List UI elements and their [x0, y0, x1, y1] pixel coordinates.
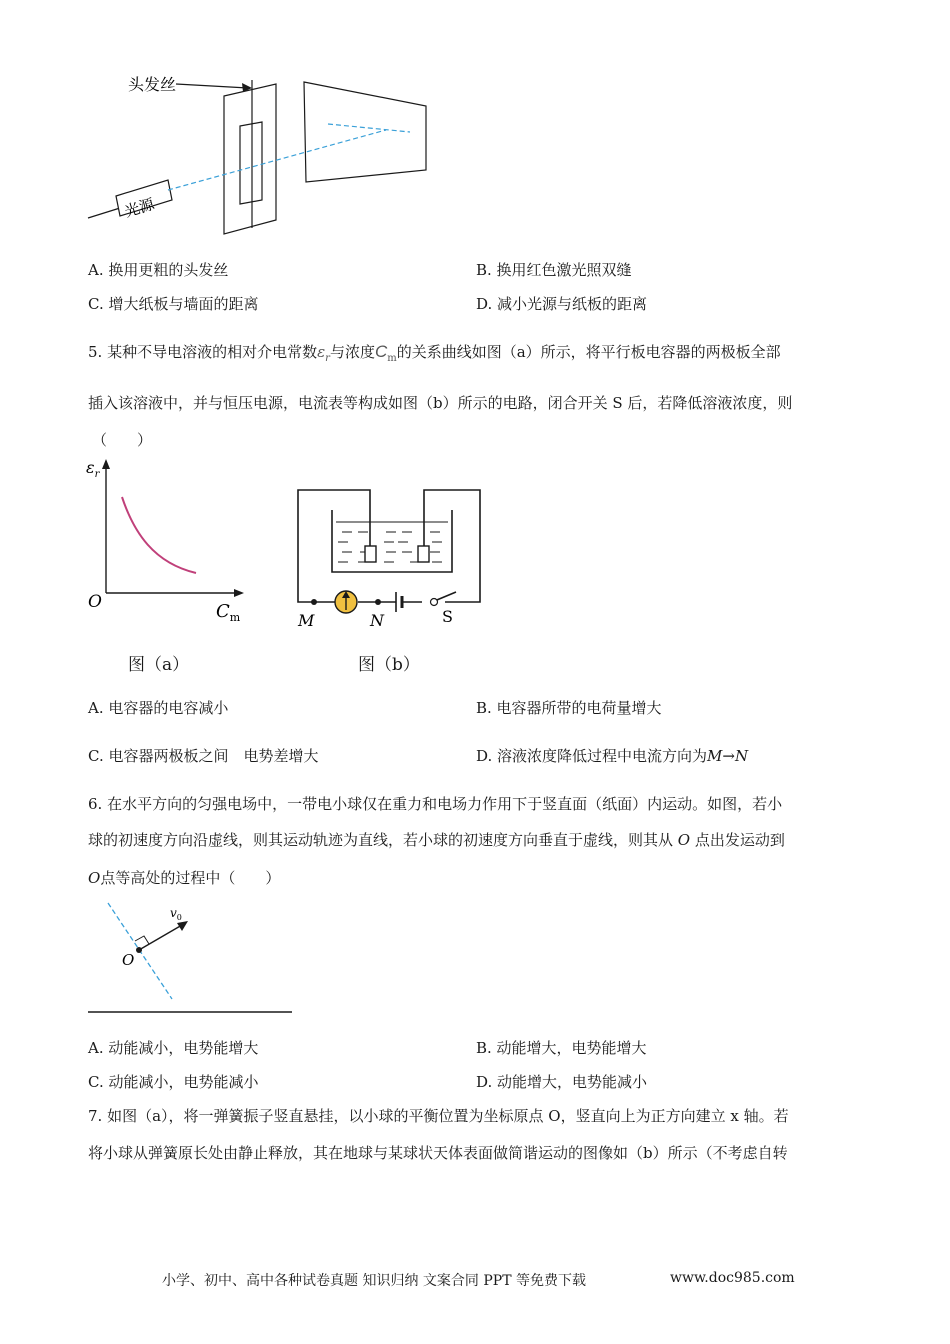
fig-a-y-axis: [102, 459, 110, 593]
q5-stem-line1: 5. 某种不导电溶液的相对介电常数$\varepsilon_r$与浓度$C_m$的关系曲线如图（a）所示，将平行板电容器的两极板全部: [88, 342, 781, 364]
ammeter: [335, 591, 357, 613]
q7-stem-line1: 7. 如图（a），将一弹簧振子竖直悬挂，以小球的平衡位置为坐标原点 O，竖直向上为正方向建立 x 轴。若: [88, 1107, 789, 1125]
cardboard: [224, 80, 276, 234]
terminal-m: [311, 599, 317, 605]
hair-pointer-arrow: [176, 83, 252, 92]
hair-label: 头发丝: [128, 75, 177, 94]
q6-option-a: A. 动能减小，电势能增大: [88, 1039, 259, 1057]
fig-b-caption: 图（b）: [358, 655, 420, 675]
q6-option-d: D. 动能增大，电势能减小: [476, 1073, 648, 1091]
light-source: [88, 180, 172, 221]
q6-stem-line2: 球的初速度方向沿虚线，则其运动轨迹为直线，若小球的初速度方向垂直于虚线，则其从 O 点出发运动到: [88, 831, 785, 849]
q6-option-c: C. 动能减小，电势能减小: [88, 1073, 259, 1091]
q5-figure-b: [290, 482, 490, 632]
q5-figure-a: [80, 455, 260, 635]
q6-v0-label: $v_0$: [170, 906, 182, 922]
battery: [396, 592, 402, 612]
fig-a-origin: O: [88, 592, 102, 612]
q6-velocity-arrow: [139, 921, 188, 950]
q4-option-b: B. 换用红色激光照双缝: [476, 261, 632, 279]
q5-option-b: B. 电容器所带的电荷量增大: [476, 699, 662, 717]
hair-experiment-figure: [80, 60, 440, 240]
label-s: S: [442, 607, 453, 626]
label-m: M: [298, 611, 315, 630]
fig-a-curve: [122, 497, 196, 573]
footer-text: 小学、初中、高中各种试卷真题 知识归纳 文案合同 PPT 等免费下载: [162, 1273, 586, 1289]
fig-a-x-label: $C_m$: [216, 601, 241, 624]
footer-url[interactable]: www.doc985.com: [670, 1270, 795, 1286]
q5-option-c: C. 电容器两极板之间 电势差增大: [88, 747, 319, 765]
q6-origin-point: [136, 947, 142, 953]
q6-option-b: B. 动能增大，电势能增大: [476, 1039, 647, 1057]
q6-stem-line1: 6. 在水平方向的匀强电场中，一带电小球仅在重力和电场力作用下于竖直面（纸面）内运动。如图，若小: [88, 795, 783, 813]
q5-stem-line3: （ ）: [92, 431, 153, 449]
q6-figure: [80, 895, 310, 1025]
label-n: N: [370, 611, 384, 630]
source-label: 光源: [122, 194, 157, 221]
capacitor-plate-right: [418, 546, 429, 562]
fig-a-x-axis: [106, 589, 244, 597]
q4-option-c: C. 增大纸板与墙面的距离: [88, 295, 259, 313]
q5-option-d: D. 溶液浓度降低过程中电流方向为M→N: [476, 747, 749, 765]
capacitor-plate-left: [365, 546, 376, 562]
q6-stem-line3: O点等高处的过程中（ ）: [88, 869, 281, 887]
fig-a-y-label: $\varepsilon_r$: [86, 458, 100, 480]
beaker: [332, 510, 452, 572]
switch: [431, 599, 438, 606]
q4-option-d: D. 减小光源与纸板的距离: [476, 295, 648, 313]
q6-right-angle-mark: [135, 936, 149, 944]
q7-stem-line2: 将小球从弹簧原长处由静止释放，其在地球与某球状天体表面做简谐运动的图像如（b）所示（不考虑自转: [88, 1144, 788, 1162]
q4-option-a: A. 换用更粗的头发丝: [88, 261, 229, 279]
fig-a-caption: 图（a）: [128, 655, 190, 675]
terminal-n: [375, 599, 381, 605]
q5-stem-line2: 插入该溶液中，并与恒压电源，电流表等构成如图（b）所示的电路，闭合开关 S 后，若降低溶液浓度，则: [88, 394, 793, 412]
q5-option-a: A. 电容器的电容减小: [88, 699, 229, 717]
q6-origin-label: O: [122, 951, 135, 969]
